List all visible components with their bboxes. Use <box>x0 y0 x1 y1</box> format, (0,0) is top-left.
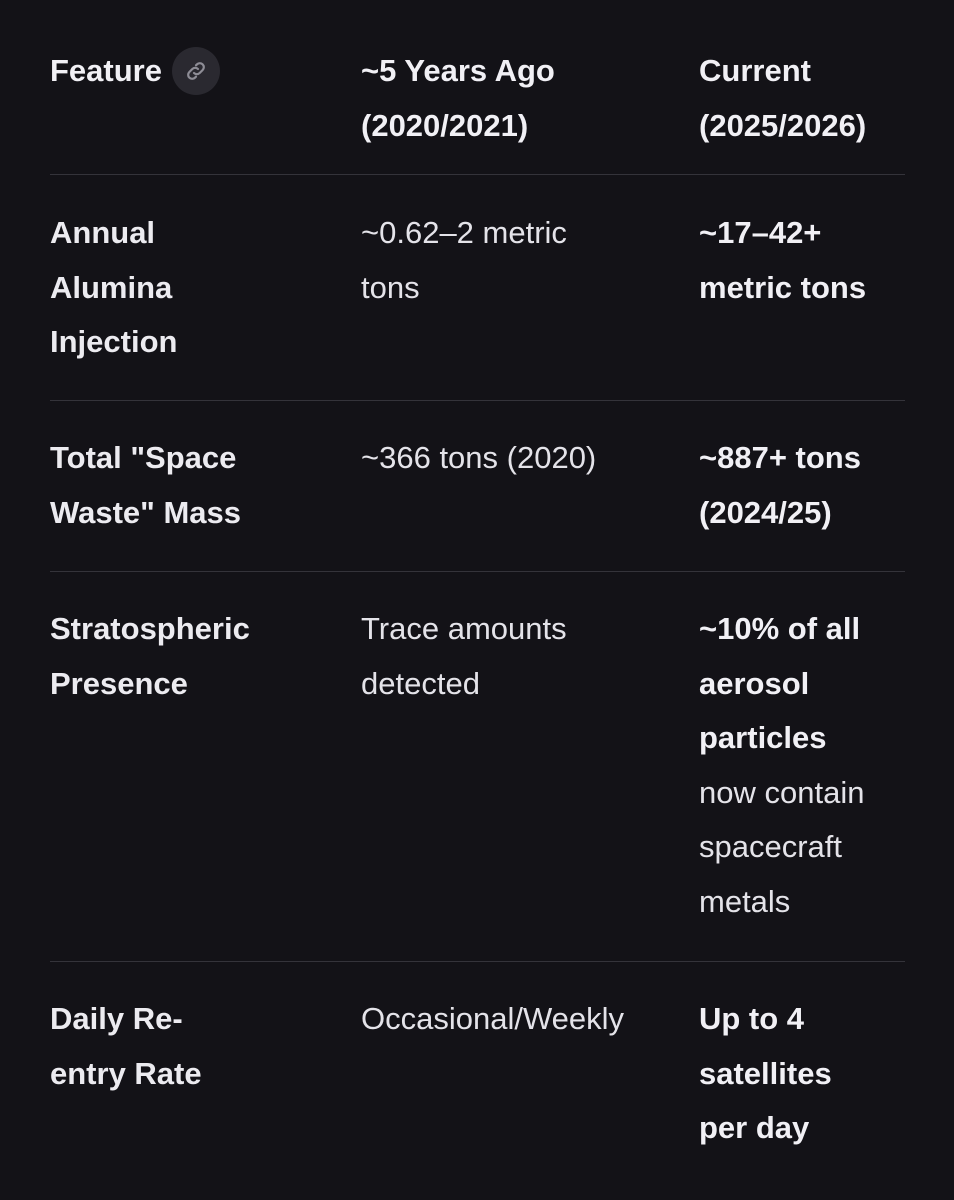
row-current-value: Up to 4 satellites per day <box>699 1001 832 1145</box>
row-feature-label: Annual Alumina Injection <box>50 215 178 359</box>
row-current-cell <box>699 431 905 571</box>
row-current-value-rest: now contain spacecraft metals <box>699 774 865 919</box>
table-row <box>50 401 905 572</box>
header-feature-label: Feature <box>50 53 162 88</box>
row-past-value: ~366 tons (2020) <box>361 440 597 475</box>
table-row <box>50 962 905 1200</box>
table-row <box>50 175 905 401</box>
row-current-value: ~887+ tons (2024/25) <box>699 440 861 530</box>
row-feature-cell <box>50 602 361 961</box>
link-icon[interactable] <box>172 47 220 95</box>
header-current-line1: Current <box>699 53 811 88</box>
header-current-line2: (2025/2026) <box>699 107 867 143</box>
header-past-line1: ~5 Years Ago <box>361 53 555 88</box>
row-past-cell <box>361 431 699 571</box>
header-current-cell <box>699 44 905 153</box>
row-current-cell <box>699 602 905 961</box>
row-past-cell <box>361 206 699 400</box>
header-feature-cell <box>50 44 361 153</box>
row-feature-cell <box>50 992 361 1200</box>
row-current-value: ~17–42+ metric tons <box>699 215 867 305</box>
row-current-cell <box>699 206 905 400</box>
row-past-value: ~0.62–2 metric tons <box>361 215 567 305</box>
row-current-value-bold: ~10% of all aerosol particles <box>699 611 861 755</box>
row-past-value: Trace amounts detected <box>361 611 567 701</box>
header-past-cell <box>361 44 699 153</box>
row-feature-label: Daily Re-entry Rate <box>50 1001 202 1091</box>
row-feature-label: Stratospheric Presence <box>50 611 250 701</box>
row-feature-cell <box>50 206 361 400</box>
table-header-row <box>50 0 905 175</box>
comparison-table <box>50 0 905 1200</box>
row-current-cell <box>699 992 905 1200</box>
row-feature-cell <box>50 431 361 571</box>
table-row <box>50 572 905 962</box>
header-past-line2: (2020/2021) <box>361 107 529 143</box>
row-past-value: Occasional/Weekly <box>361 1001 625 1036</box>
row-feature-label: Total "Space Waste" Mass <box>50 440 242 530</box>
row-past-cell <box>361 602 699 961</box>
row-past-cell <box>361 992 699 1200</box>
